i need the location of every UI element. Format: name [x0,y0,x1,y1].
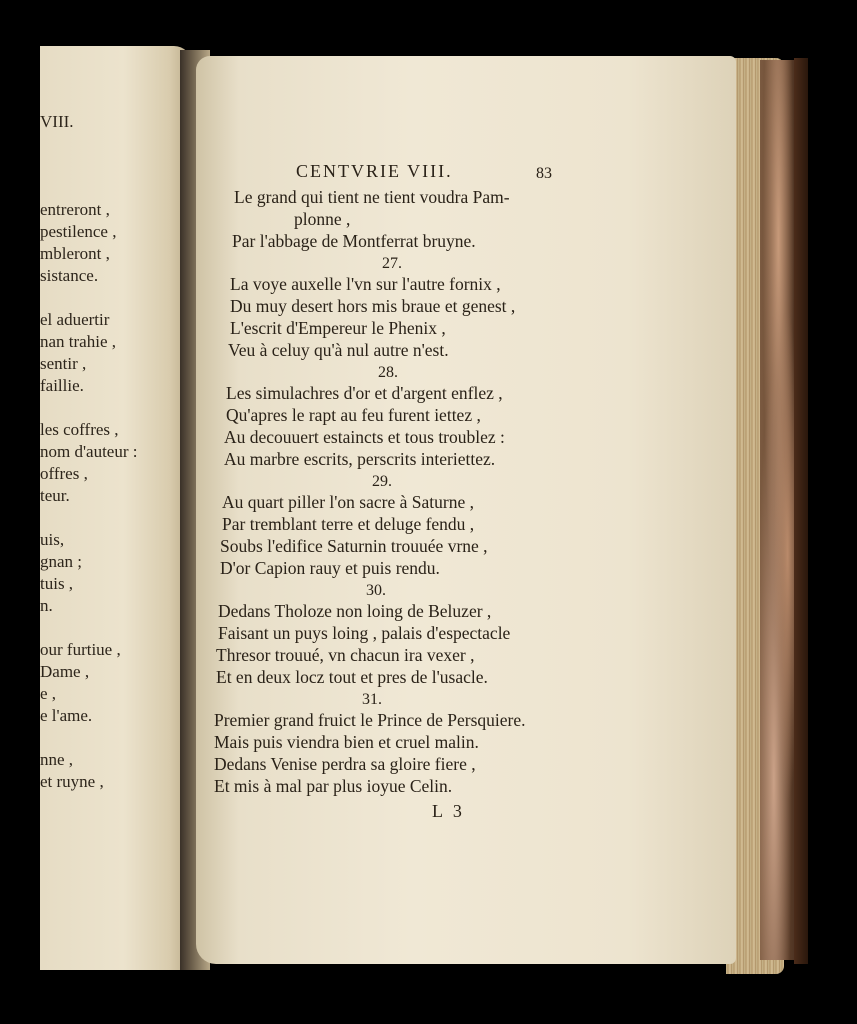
verse-line: Au marbre escrits, perscrits interiettez. [224,449,496,469]
left-line: our furtiue , [40,640,121,659]
verse-line: Au quart piller l'on sacre à Saturne , [222,492,474,512]
left-line: teur. [40,486,70,505]
left-line: et ruyne , [40,772,104,791]
verse-line: Et en deux locz tout et pres de l'usacle. [216,667,488,687]
verse-line: D'or Capion rauy et puis rendu. [220,558,440,578]
verse-line: Au decouuert estaincts et tous troublez : [224,427,505,447]
verse-line: Mais puis viendra bien et cruel malin. [214,732,479,752]
verse-line: Et mis à mal par plus ioyue Celin. [214,776,453,796]
left-line: mbleront , [40,244,110,263]
verse-line: Dedans Venise perdra sa gloire fiere , [214,754,476,774]
verse-line: Thresor trouué, vn chacun ira vexer , [216,645,475,665]
running-header-title: CENTVRIE VIII. [296,161,453,181]
verse-line: Faisant un puys loing , palais d'espectacle [218,623,511,643]
left-line: e l'ame. [40,706,93,725]
left-line: Dame , [40,662,90,681]
verse-line: La voye auxelle l'vn sur l'autre fornix , [230,274,501,294]
left-line: nne , [40,750,74,769]
left-line: el aduertir [40,310,110,329]
left-line: offres , [40,464,88,483]
verse-line: Veu à celuy qu'à nul autre n'est. [228,340,449,360]
quatrain-number: 29. [372,473,392,490]
left-line: uis, [40,530,65,549]
left-line: e , [40,684,57,703]
verse-line: Par l'abbage de Montferrat bruyne. [232,231,476,251]
quatrain-number: 30. [366,582,386,599]
verse-line: Les simulachres d'or et d'argent enflez , [226,383,503,403]
cover-board [794,58,808,964]
verse-line: Soubs l'edifice Saturnin trouuée vrne , [220,536,488,556]
left-line: tuis , [40,574,74,593]
left-line: sistance. [40,266,99,285]
verse-line: Qu'apres le rapt au feu furent iettez , [226,405,481,425]
verse-line: Dedans Tholoze non loing de Beluzer , [218,601,492,621]
quatrain-number: 28. [378,364,398,381]
left-page [40,46,192,970]
left-line: faillie. [40,376,84,395]
verse-line: Premier grand fruict le Prince de Persquiere. [214,710,526,730]
left-line: pestilence , [40,222,117,241]
left-line: nom d'auteur : [40,442,138,461]
left-line: sentir , [40,354,87,373]
page-number: 83 [536,165,552,182]
verse-line: plonne , [294,209,351,229]
left-line: gnan ; [40,552,83,571]
verse-line: L'escrit d'Empereur le Phenix , [230,318,446,338]
left-line: les coffres , [40,420,119,439]
verse-line: Par tremblant terre et deluge fendu , [222,514,475,534]
left-line: nan trahie , [40,332,116,351]
verse-line: Du muy desert hors mis braue et genest , [230,296,516,316]
left-line: entreront , [40,200,110,219]
left-line: VIII. [40,112,74,131]
signature-mark: L 3 [432,801,465,821]
verse-line: Le grand qui tient ne tient voudra Pam- [234,187,510,207]
quatrain-number: 31. [362,691,382,708]
quatrain-number: 27. [382,255,402,272]
left-line: n. [40,596,53,615]
